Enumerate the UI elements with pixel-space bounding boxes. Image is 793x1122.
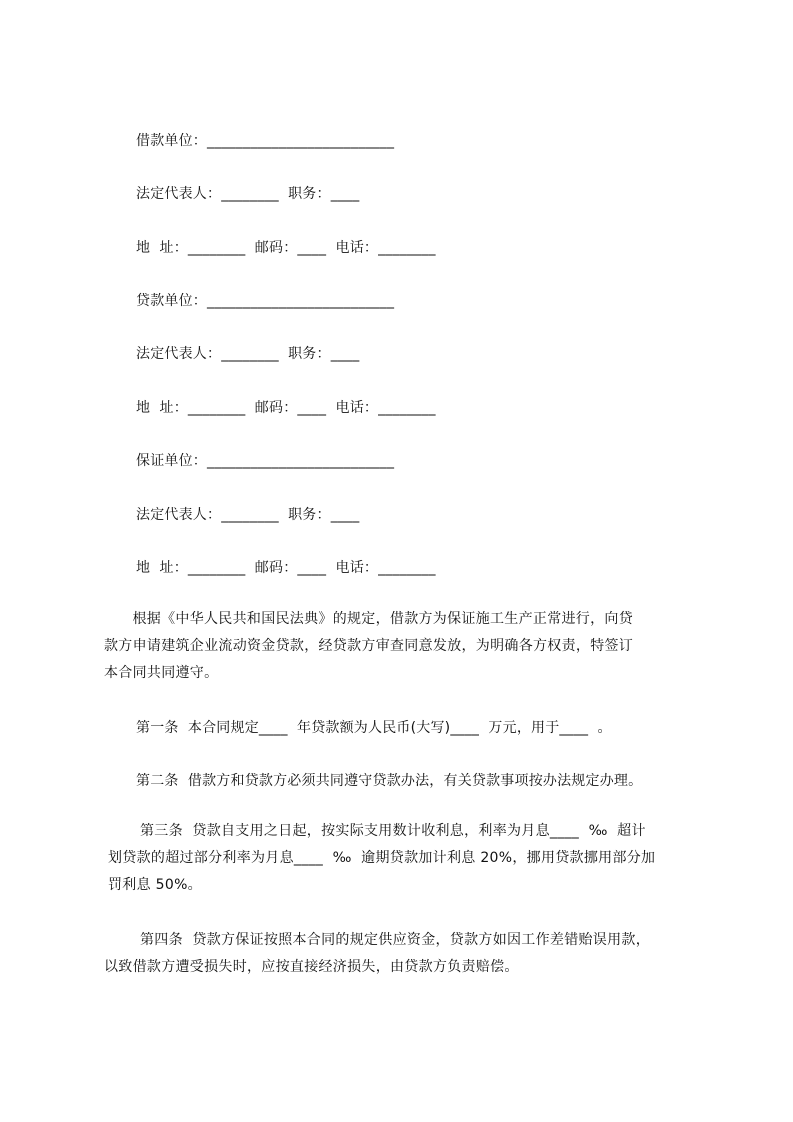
borrower-representative: 法定代表人：________ 职务：____ — [136, 186, 360, 202]
preamble-line: 本合同共同遵守。 — [104, 665, 219, 681]
article-3-paragraph — [108, 818, 704, 899]
article-3-line: 划贷款的超过部分利率为月息____ ‰ 逾期贷款加计利息 20%，挪用贷款挪用部分加 — [108, 850, 656, 866]
preamble-paragraph — [104, 606, 700, 687]
guarantor-address: 地 址：________ 邮码：____ 电话：________ — [136, 560, 436, 576]
guarantor-unit: 保证单位：__________________________ — [136, 453, 395, 469]
lender-unit: 贷款单位：__________________________ — [136, 293, 395, 309]
preamble-line: 根据《中华人民共和国民法典》的规定，借款方为保证施工生产正常进行，向贷 — [104, 611, 633, 627]
article-2: 第二条 借款方和贷款方必须共同遵守贷款办法，有关贷款事项按办法规定办理。 — [136, 773, 643, 789]
article-1: 第一条 本合同规定____ 年贷款额为人民币(大写)____ 万元，用于____ 。 — [136, 720, 612, 736]
borrower-unit: 借款单位：__________________________ — [136, 133, 395, 149]
article-3-line: 罚利息 50%。 — [108, 877, 202, 893]
article-4-paragraph — [104, 927, 700, 981]
borrower-address: 地 址：________ 邮码：____ 电话：________ — [136, 240, 436, 256]
lender-representative: 法定代表人：________ 职务：____ — [136, 346, 360, 362]
lender-address: 地 址：________ 邮码：____ 电话：________ — [136, 400, 436, 416]
guarantor-representative: 法定代表人：________ 职务：____ — [136, 507, 360, 523]
preamble-line: 款方申请建筑企业流动资金贷款，经贷款方审查同意发放，为明确各方权责，特签订 — [104, 638, 634, 654]
article-3-line: 第三条 贷款自支用之日起，按实际支用数计收利息，利率为月息____ ‰ 超计 — [140, 823, 646, 839]
article-4-line: 第四条 贷款方保证按照本合同的规定供应资金，贷款方如因工作差错贻误用款， — [140, 932, 650, 948]
article-4-line: 以致借款方遭受损失时，应按直接经济损失，由贷款方负责赔偿。 — [104, 959, 519, 975]
